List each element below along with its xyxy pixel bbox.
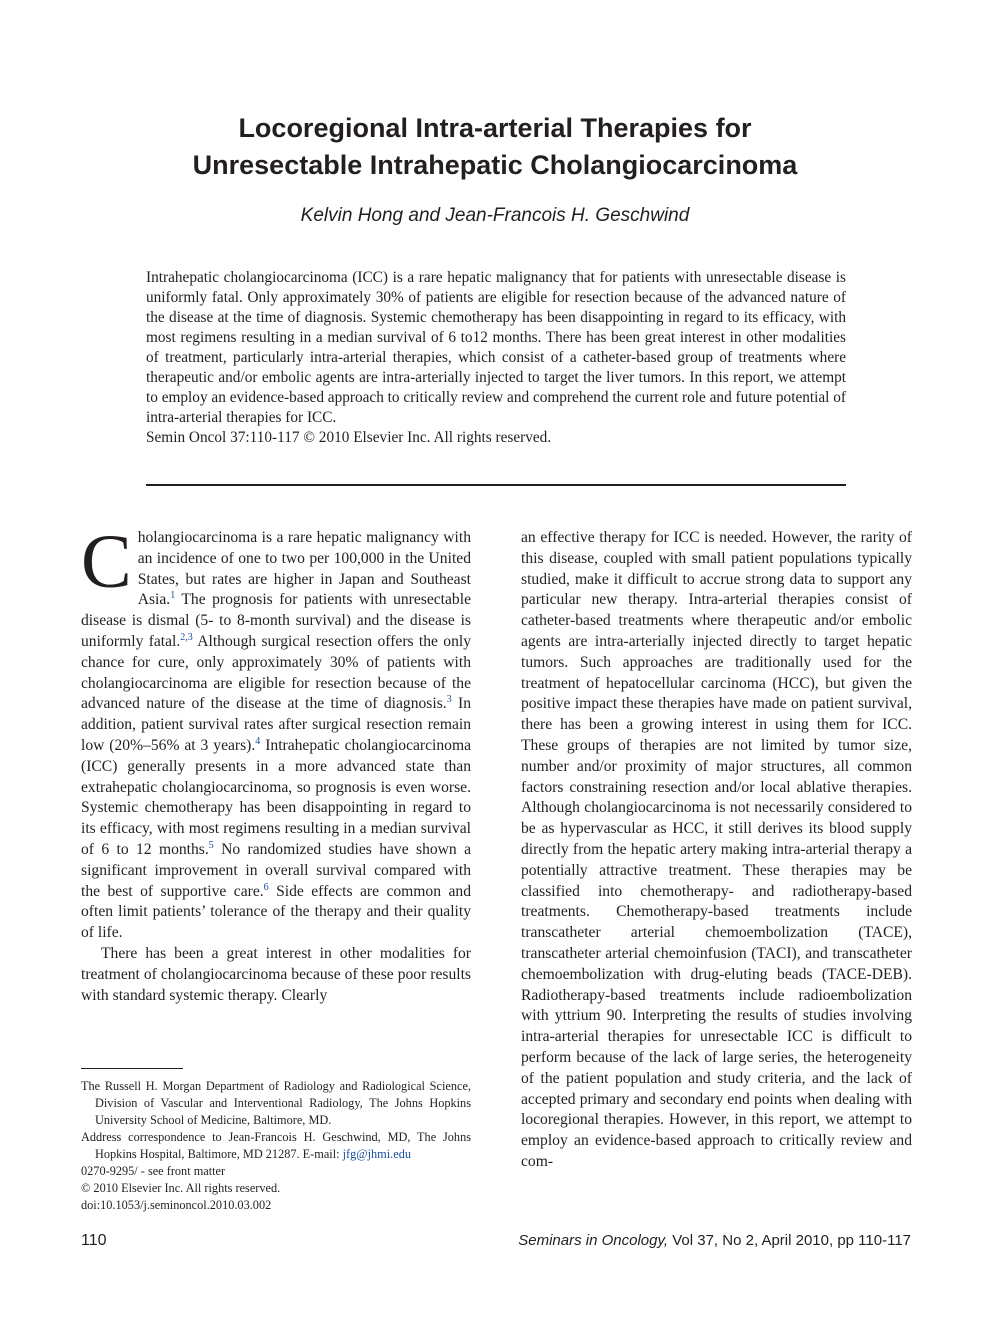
page-number: 110 [81,1232,107,1249]
reference-link[interactable]: 4 [255,735,261,747]
abstract [146,268,846,448]
email-link[interactable]: jfg@jhmi.edu [342,1147,411,1161]
footnote-affiliation: The Russell H. Morgan Department of Radiology and Radiological Science, Division of Vascular and Interventional Radiology, The Johns Hopkins University School of Medicine, Baltimore, MD. [81,1079,471,1127]
footnote-address [81,1129,471,1163]
reference-link[interactable]: 2,3 [180,631,193,643]
abstract-text: Intrahepatic cholangiocarcinoma (ICC) is a rare hepatic malignancy that for patients with unresectable disease is uniformly fatal. Only approximately 30% of patients are eligible for resection because of the advanced nature of the disease at the time of diagnosis. Systemic chemotherapy has been disappointing in regard to its efficacy, with most regimens resulting in a median survival of 6 to12 months. There has been great interest in other modalities of treatment, particularly intra-arterial therapies, which consist of a catheter-based group of treatments where therapeutic and/or embolic agents are intra-arterially injected to target the liver tumors. In this report, we attempt to employ an evidence-based approach to critically review and comprehend the current role and future potential of intra-arterial therapies for ICC. [146,269,846,426]
text-run: Intrahepatic cholangiocarcinoma (ICC) generally presents in a more advanced state than extrahepatic cholangiocarcinoma, so prognosis is even worse. Systemic chemotherapy has been disappointing in regard to its efficacy, with most regimens resulting in a median survival of 6 to 12 months. [81,736,472,858]
abstract-divider [146,484,846,486]
article-title [0,110,990,184]
author-list: Kelvin Hong and Jean-Francois H. Geschwind [300,205,690,226]
title-line-1: Locoregional Intra-arterial Therapies for [238,113,752,143]
footnote-divider [81,1068,183,1069]
address-text: Address correspondence to Jean-Francois H. Geschwind, MD, The Johns Hopkins Hospital, Baltimore, MD 21287. E-mail: [81,1130,471,1161]
journal-issue: Vol 37, No 2, April 2010, pp 110-117 [668,1232,911,1249]
journal-citation [518,1232,911,1249]
body-column-right [521,528,912,1173]
reference-link[interactable]: 1 [170,590,176,602]
footnote-copyright: © 2010 Elsevier Inc. All rights reserved. [81,1181,281,1195]
text-run: holangiocarcinoma is a rare hepatic malignancy with an incidence of one to two per 100,000 in the United States, but rates are higher in Japan and Southeast Asia. [137,529,471,609]
reference-link[interactable]: 5 [208,839,214,851]
body-paragraph-2: There has been a great interest in other modalities for treatment of cholangiocarcinoma because of these poor results with standard systemic therapy. Clearly [81,944,471,1004]
reference-link[interactable]: 3 [446,694,452,706]
footnote-issn: 0270-9295/ - see front matter [81,1164,226,1178]
text-run: In addition, patient survival rates after surgical resection remain low (20%–56% at 3 years). [81,695,472,754]
body-paragraph-1 [81,520,472,944]
text-run: Although surgical resection offers the only chance for cure, only approximately 30% of patients with cholangiocarcinoma are eligible for resection because of the advanced nature of the disease at the time of diagnosis. [81,632,471,713]
footnotes [81,1078,471,1214]
journal-name: Seminars in Oncology, [518,1232,669,1249]
title-line-2: Unresectable Intrahepatic Cholangiocarcinoma [192,150,798,180]
abstract-citation: Semin Oncol 37:110-117 © 2010 Elsevier Inc. All rights reserved. [146,429,552,446]
text-run: The prognosis for patients with unresectable disease is dismal (5- to 8-month survival) and the disease is uniformly fatal. [81,591,471,650]
drop-cap: C [81,520,132,604]
footnote-doi: doi:10.1053/j.seminoncol.2010.03.002 [81,1198,272,1212]
text-run: Side effects are common and often limit patients’ tolerance of the therapy and their quality of life. [81,882,471,942]
reference-link[interactable]: 6 [263,881,269,893]
text-run: No randomized studies have shown a significant improvement in overall survival compared with the best of supportive care. [81,840,471,900]
body-column-left [81,520,472,1006]
body-paragraph-3: an effective therapy for ICC is needed. However, the rarity of this disease, coupled with small patient populations typically studied, make it difficult to accrue strong data to support any particular new therapy. Intra-arterial therapies consist of catheter-based treatments where therapeutic and/or embolic agents are intra-arterially injected directly to target hepatic tumors. Such approaches are traditionally used for the treatment of hepatocellular carcinoma (HCC), but given the positive impact these therapies have made on patient survival, there has been a growing interest in using them for ICC. These groups of therapies are not limited by tumor size, number and/or proximity of major structures, all common factors constraining resection and/or local ablative therapies. Although cholangiocarcinoma is not necessarily considered to be as hypervascular as HCC, it still derives its blood supply directly from the hepatic artery making intra-arterial therapy a potentially attractive treatment. These therapies may be classified into chemotherapy- and radiotherapy-based treatments. Chemotherapy-based treatments include transcatheter arterial chemoembolization (TACE), transcatheter arterial chemoinfusion (TACI), and transcatheter chemoembolization with drug-eluting beads (TACE-DEB). Radiotherapy-based treatments include radioembolization with yttrium 90. Interpreting the results of studies involving intra-arterial therapies for unresectable ICC is difficult to perform because of the lack of large series, the heterogeneity of the patient population and study criteria, and the lack of accepted primary and secondary end points when dealing with locoregional therapies. However, in this report, we attempt to employ an evidence-based approach to critically review and com- [521,529,912,1170]
